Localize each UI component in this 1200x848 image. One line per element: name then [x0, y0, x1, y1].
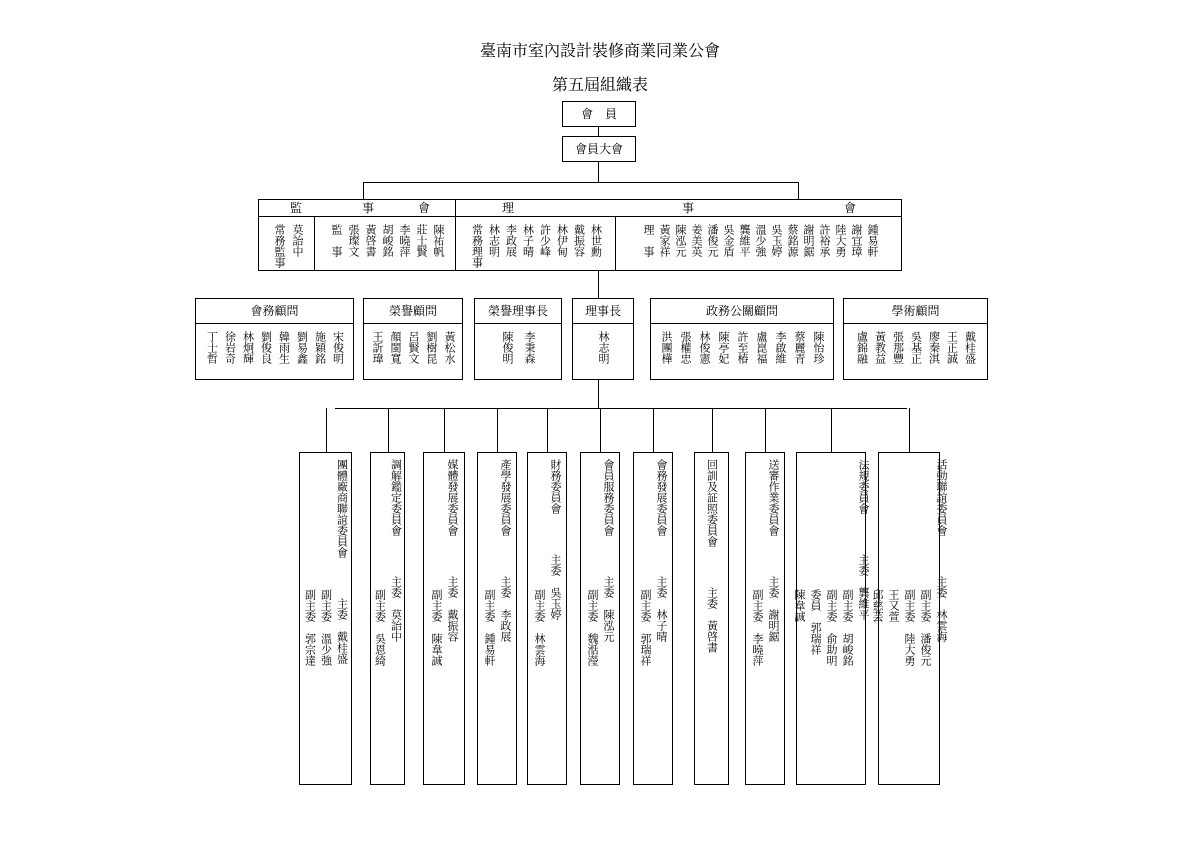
director-label: 理 事	[642, 224, 655, 257]
connector-line	[831, 408, 832, 452]
standing-director-name: 許少峰	[538, 224, 552, 257]
director-name: 吳金盾	[722, 224, 735, 257]
advisor-name: 黃松水	[443, 331, 456, 364]
committee-box	[370, 452, 405, 785]
connector-line	[444, 408, 445, 452]
advisor-name: 李啟維	[774, 331, 787, 364]
committee-columns	[478, 459, 516, 778]
committee-name: 財務委員會	[549, 459, 562, 514]
director-name: 潘俊元	[706, 224, 719, 257]
advisor-name: 張那豐	[891, 331, 905, 364]
committee-member: 副主委 鍾易軒	[483, 589, 496, 666]
committee-member: 主委 黃啓書	[705, 587, 719, 653]
committee-box	[745, 452, 785, 785]
chairman-box	[572, 298, 634, 380]
connector-line	[598, 162, 599, 182]
committee-member: 主委 龔維平	[857, 554, 870, 620]
advisor-name: 丁士哲	[205, 331, 219, 364]
advisor-name: 顏閩寬	[389, 331, 402, 364]
standing-supervisor-label: 常務監事	[273, 224, 286, 268]
committee-name: 活動聯誼委員會	[935, 459, 948, 536]
committee-name: 會員服務委員會	[602, 459, 615, 536]
standing-director-name: 林世勳	[589, 224, 603, 257]
committee-member: 副主委 潘俊元	[919, 589, 932, 666]
advisor-name: 盧崑福	[755, 331, 768, 364]
connector-line	[909, 408, 910, 452]
standing-director-name: 林志明	[487, 224, 501, 257]
connector-line	[798, 182, 799, 199]
page-title: 臺南市室內設計裝修商業同業公會	[479, 41, 720, 60]
committee-box	[423, 452, 465, 785]
committee-member: 邱慈芸	[871, 589, 884, 622]
director-name: 陸大勇	[834, 224, 847, 257]
advisor-group-honorary-chairman	[474, 298, 562, 380]
committee-columns	[581, 459, 619, 778]
committee-primary-column	[655, 459, 667, 778]
committee-columns	[424, 459, 464, 778]
connector-line	[598, 271, 599, 298]
advisor-name: 韓雨生	[277, 331, 291, 364]
advisor-name: 徐岩奇	[223, 331, 237, 364]
committee-box	[694, 452, 729, 785]
committee-member: 副主委 陸大勇	[903, 589, 916, 666]
supervisor-name: 胡峻銘	[381, 224, 394, 257]
advisor-group-title: 政務公關顧問	[705, 304, 778, 318]
table-divider	[455, 200, 456, 270]
advisor-name: 王正誠	[945, 331, 959, 364]
committee-columns	[528, 459, 566, 778]
committee-name: 回訓及証照委員會	[705, 459, 719, 547]
committee-member: 主委 戴振容	[446, 576, 459, 642]
committee-name: 法規委員會	[857, 459, 870, 514]
committee-box	[527, 452, 567, 785]
advisor-group-affairs	[195, 298, 354, 380]
committee-member: 主委 吳玉婷	[549, 554, 562, 620]
advisor-name: 李秉森	[523, 331, 536, 364]
committee-member: 副主委 俞助明	[825, 589, 838, 666]
directors-header-3: 會	[843, 201, 856, 215]
advisor-name: 吳基正	[909, 331, 923, 364]
supervisor-name: 黃啓書	[364, 224, 377, 257]
advisor-group-academic	[843, 298, 988, 380]
connector-line	[598, 127, 599, 136]
page-subtitle: 第五屆組織表	[551, 75, 648, 94]
advisor-name: 陳亭妃	[717, 331, 730, 364]
committee-member: 主委 戴桂盛	[335, 598, 349, 664]
advisor-names	[651, 323, 833, 379]
advisor-name: 洪團樺	[660, 331, 673, 364]
advisor-name: 戴桂盛	[963, 331, 977, 364]
standing-director-label: 常務理事	[470, 224, 484, 268]
advisor-group-title: 榮譽理事長	[487, 304, 548, 318]
committee-name: 送審作業委員會	[767, 459, 780, 536]
advisor-name: 黃教益	[873, 331, 887, 364]
advisor-group-title: 會務顧問	[250, 304, 299, 318]
members-box	[562, 101, 636, 127]
committee-member: 委員 郭瑞祥	[809, 589, 822, 655]
assembly-box	[562, 136, 636, 162]
committee-box	[299, 452, 352, 785]
advisor-name: 蔡麗青	[793, 331, 806, 364]
connector-line	[388, 408, 389, 452]
advisor-group-title: 榮譽顧問	[388, 304, 437, 318]
committee-member: 王又萱	[887, 589, 900, 622]
committee-name: 團體廠商聯誼委員會	[335, 459, 349, 558]
supervisors-cell	[315, 216, 455, 270]
supervisors-header-3: 會	[417, 201, 430, 215]
standing-supervisor-cell	[263, 216, 313, 270]
committee-primary-column	[390, 459, 402, 778]
director-name: 鍾易軒	[866, 224, 879, 257]
committee-primary-column	[767, 459, 779, 778]
directors-cell	[617, 216, 901, 270]
advisor-names	[475, 323, 561, 379]
director-name: 許裕承	[818, 224, 831, 257]
advisor-name: 呂賢文	[407, 331, 420, 364]
director-name: 姜美英	[690, 224, 703, 257]
director-name: 溫少強	[754, 224, 767, 257]
committee-primary-column	[446, 459, 458, 778]
chairman-names	[573, 323, 633, 379]
connector-line	[600, 408, 601, 452]
standing-directors-cell	[457, 216, 615, 270]
committee-member: 主委 謝明鋸	[767, 576, 780, 642]
directors-header-1: 理	[501, 201, 514, 215]
advisor-group-public-affairs	[650, 298, 834, 380]
connector-line	[363, 182, 364, 199]
committee-name: 會務發展委員會	[655, 459, 668, 536]
committee-member: 副主委 胡峻銘	[841, 589, 854, 666]
committee-columns	[746, 459, 784, 778]
committee-primary-column	[706, 459, 718, 778]
connector-line	[335, 408, 907, 409]
committee-box	[580, 452, 620, 785]
committee-name: 產學發展委員會	[499, 459, 512, 536]
chairman-name: 林志明	[597, 331, 610, 364]
committee-primary-column	[499, 459, 511, 778]
committee-primary-column	[336, 459, 348, 778]
supervisors-header-1: 監	[289, 201, 302, 215]
advisor-name: 張權忠	[679, 331, 692, 364]
advisor-name: 陳俊明	[501, 331, 514, 364]
standing-supervisor-name: 莫詒中	[291, 224, 304, 257]
advisor-name: 施穎銘	[313, 331, 327, 364]
committee-box	[871, 452, 948, 785]
committee-member: 副主委 陳韋誠	[430, 589, 443, 666]
committee-columns	[695, 459, 728, 778]
committee-member: 主委 莫詒中	[389, 576, 403, 642]
committee-member: 副主委 林雲海	[533, 589, 546, 666]
committee-name: 媒體發展委員會	[446, 459, 459, 536]
assembly-label: 會員大會	[574, 142, 623, 156]
advisor-name: 陳怡珍	[812, 331, 825, 364]
standing-director-name: 李政展	[504, 224, 518, 257]
committee-box	[633, 452, 673, 785]
advisor-name: 廖秦淇	[927, 331, 941, 364]
chairman-title: 理事長	[584, 304, 621, 318]
director-name: 謝明鋸	[802, 224, 815, 257]
committee-primary-column	[857, 459, 869, 778]
advisor-name: 林炯輝	[241, 331, 255, 364]
committee-member: 副主委 魏湉瀅	[586, 589, 599, 666]
table-divider	[615, 216, 616, 270]
committee-columns	[634, 459, 672, 778]
committee-columns	[371, 459, 404, 778]
advisor-group-honorary	[363, 298, 463, 380]
advisor-name: 盧錦融	[855, 331, 869, 364]
committee-member: 副主委 吳恩綺	[373, 589, 387, 666]
director-name: 陳泓元	[674, 224, 687, 257]
connector-line	[363, 182, 799, 183]
connector-line	[547, 408, 548, 452]
advisor-name: 王訢瑋	[371, 331, 384, 364]
committee-columns	[871, 459, 948, 778]
committee-member: 副主委 溫少強	[319, 589, 333, 666]
advisor-names	[364, 323, 462, 379]
advisor-name: 林俊憲	[698, 331, 711, 364]
directors-header-2: 事	[681, 201, 694, 215]
committee-columns	[300, 459, 351, 778]
advisor-name: 許至椿	[736, 331, 749, 364]
committee-member: 副主委 李曉萍	[751, 589, 764, 666]
committee-primary-column	[935, 459, 947, 778]
committee-name: 調解鑑定委員會	[389, 459, 403, 536]
director-name: 謝宜璋	[850, 224, 863, 257]
connector-line	[326, 408, 327, 452]
connector-line	[712, 408, 713, 452]
supervisor-label: 監 事	[330, 224, 343, 257]
committee-member: 主委 林雲海	[935, 576, 948, 642]
advisor-name: 劉樹昆	[425, 331, 438, 364]
supervisor-name: 張璨文	[347, 224, 360, 257]
committee-member: 副主委 郭宗達	[303, 589, 317, 666]
director-name: 吳玉婷	[770, 224, 783, 257]
connector-line	[497, 408, 498, 452]
standing-director-name: 林子晴	[521, 224, 535, 257]
director-name: 龔維平	[738, 224, 751, 257]
advisor-name: 宋俊明	[331, 331, 345, 364]
supervisor-name: 莊士賢	[415, 224, 428, 257]
advisor-name: 劉俊良	[259, 331, 273, 364]
connector-line	[653, 408, 654, 452]
supervisor-name: 李曉萍	[398, 224, 411, 257]
committee-member: 陳韋誠	[793, 589, 806, 622]
committee-member: 主委 李政展	[499, 576, 512, 642]
director-name: 蔡銘源	[786, 224, 799, 257]
connector-line	[765, 408, 766, 452]
committee-primary-column	[602, 459, 614, 778]
standing-director-name: 戴振容	[572, 224, 586, 257]
committee-member: 主委 陳泓元	[602, 576, 615, 642]
members-label: 會 員	[580, 107, 617, 121]
supervisor-name: 陳祐帆	[432, 224, 445, 257]
standing-director-name: 林伊甸	[555, 224, 569, 257]
committee-primary-column	[549, 459, 561, 778]
director-name: 黃家祥	[658, 224, 671, 257]
advisor-group-title: 學術顧問	[891, 304, 940, 318]
committee-columns	[793, 459, 870, 778]
committee-member: 主委 林子晴	[655, 576, 668, 642]
committee-member: 副主委 郭瑞祥	[639, 589, 652, 666]
supervisors-header-2: 事	[361, 201, 374, 215]
committee-box	[477, 452, 517, 785]
council-table	[258, 199, 902, 271]
connector-line	[598, 380, 599, 408]
committee-box	[793, 452, 870, 785]
advisor-name: 劉易鑫	[295, 331, 309, 364]
advisor-names	[844, 323, 987, 379]
advisor-names	[196, 323, 353, 379]
